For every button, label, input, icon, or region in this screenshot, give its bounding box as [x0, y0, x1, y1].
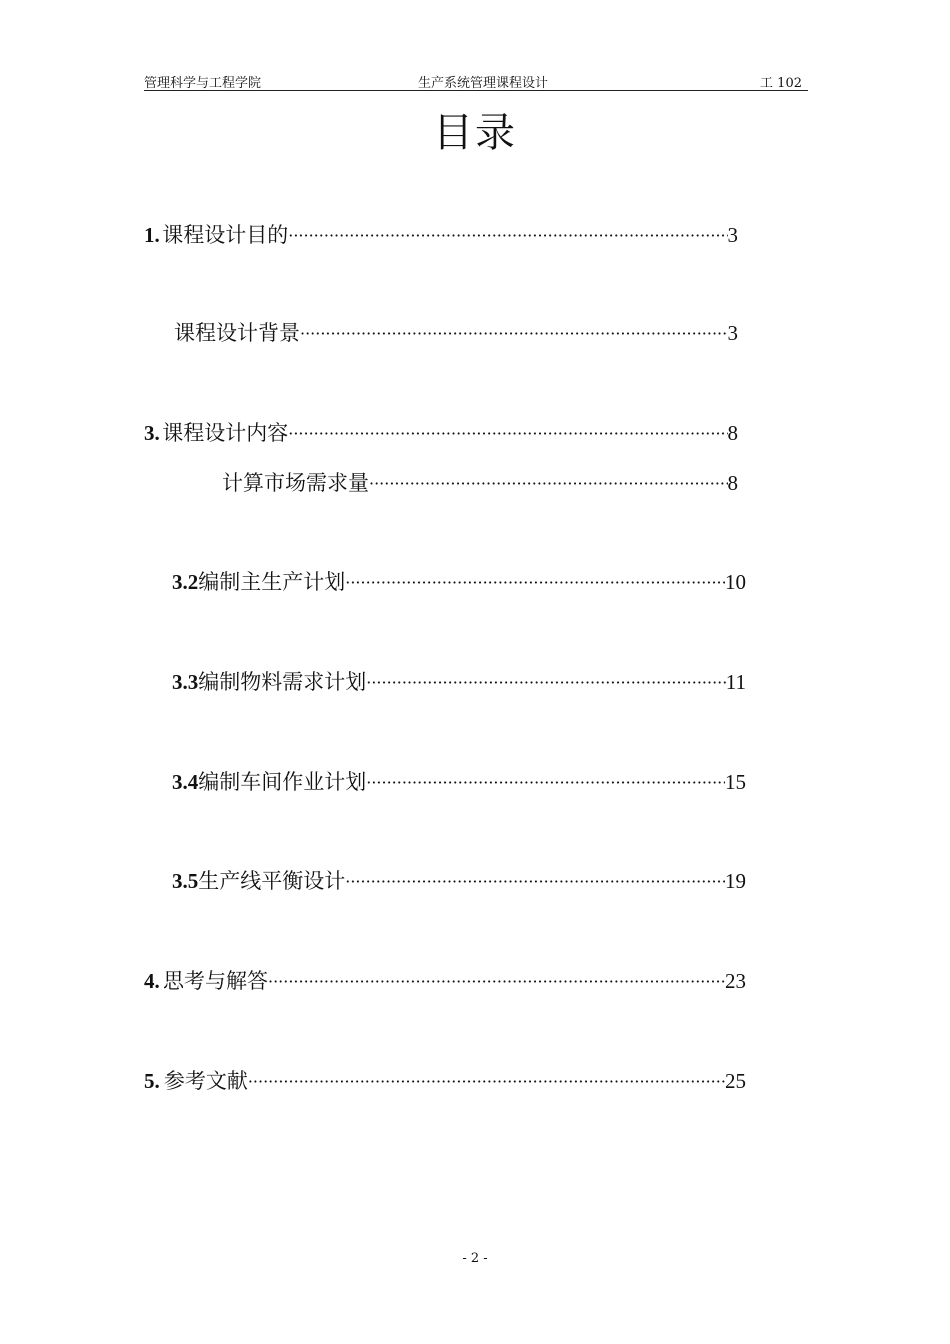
toc-entry[interactable] [172, 667, 746, 697]
toc-entry[interactable] [174, 318, 738, 348]
toc-number: 3.5 [172, 869, 199, 893]
toc-page-number: 19 [725, 869, 746, 893]
toc-leader-dots [345, 867, 725, 897]
toc-leader-dots [248, 1067, 725, 1097]
toc-title: 计算市场需求量 [222, 471, 369, 495]
toc-page-number: 3 [727, 223, 738, 247]
toc-title: 参考文献 [163, 1069, 248, 1093]
header-school: 管理科学与工程学院 [144, 76, 262, 91]
toc-title: 编制物料需求计划 [198, 670, 367, 694]
header-class: 工 102 [760, 76, 802, 91]
toc-page-number: 3 [727, 321, 738, 345]
page-footer-number: - 2 - [462, 1251, 488, 1266]
page-title: 目录 [433, 110, 517, 156]
toc-leader-dots [366, 668, 726, 698]
toc-leader-dots [268, 967, 725, 997]
toc-page-number: 10 [725, 570, 746, 594]
page-header [144, 72, 808, 91]
toc-leader-dots [288, 221, 727, 251]
toc-number: 3.4 [172, 770, 199, 794]
toc-page-number: 15 [725, 770, 746, 794]
toc-number: 3. [144, 421, 160, 445]
toc-leader-dots [345, 568, 725, 598]
toc-page-number: 25 [725, 1069, 746, 1093]
toc-number: 3.3 [172, 670, 199, 694]
toc-number: 1. [144, 223, 160, 247]
toc-title: 编制车间作业计划 [198, 770, 367, 794]
toc-title: 课程设计背景 [174, 321, 300, 345]
toc-number: 5. [144, 1069, 160, 1093]
toc-entry[interactable] [172, 767, 746, 797]
toc-entry[interactable] [172, 866, 746, 896]
toc-page-number: 23 [725, 969, 746, 993]
toc-title: 生产线平衡设计 [198, 869, 346, 893]
toc-title: 课程设计内容 [162, 421, 289, 445]
toc-title: 思考与解答 [162, 969, 268, 993]
toc-entry[interactable] [172, 567, 746, 597]
toc-page-number: 8 [727, 471, 738, 495]
toc-title: 课程设计目的 [162, 223, 289, 247]
header-course: 生产系统管理课程设计 [418, 76, 549, 91]
toc-number: 4. [144, 969, 160, 993]
toc-number: 3.2 [172, 570, 199, 594]
toc-entry[interactable] [144, 966, 746, 996]
toc-entry[interactable] [144, 220, 738, 250]
toc-leader-dots [300, 319, 728, 349]
toc-entry[interactable] [222, 468, 738, 498]
toc-title: 编制主生产计划 [198, 570, 346, 594]
toc-entry[interactable] [144, 418, 738, 448]
toc-leader-dots [288, 419, 727, 449]
toc-leader-dots [366, 768, 725, 798]
toc-page-number: 11 [725, 670, 746, 694]
toc-entry[interactable] [144, 1066, 746, 1096]
toc-leader-dots [369, 469, 728, 499]
toc-page-number: 8 [727, 421, 738, 445]
